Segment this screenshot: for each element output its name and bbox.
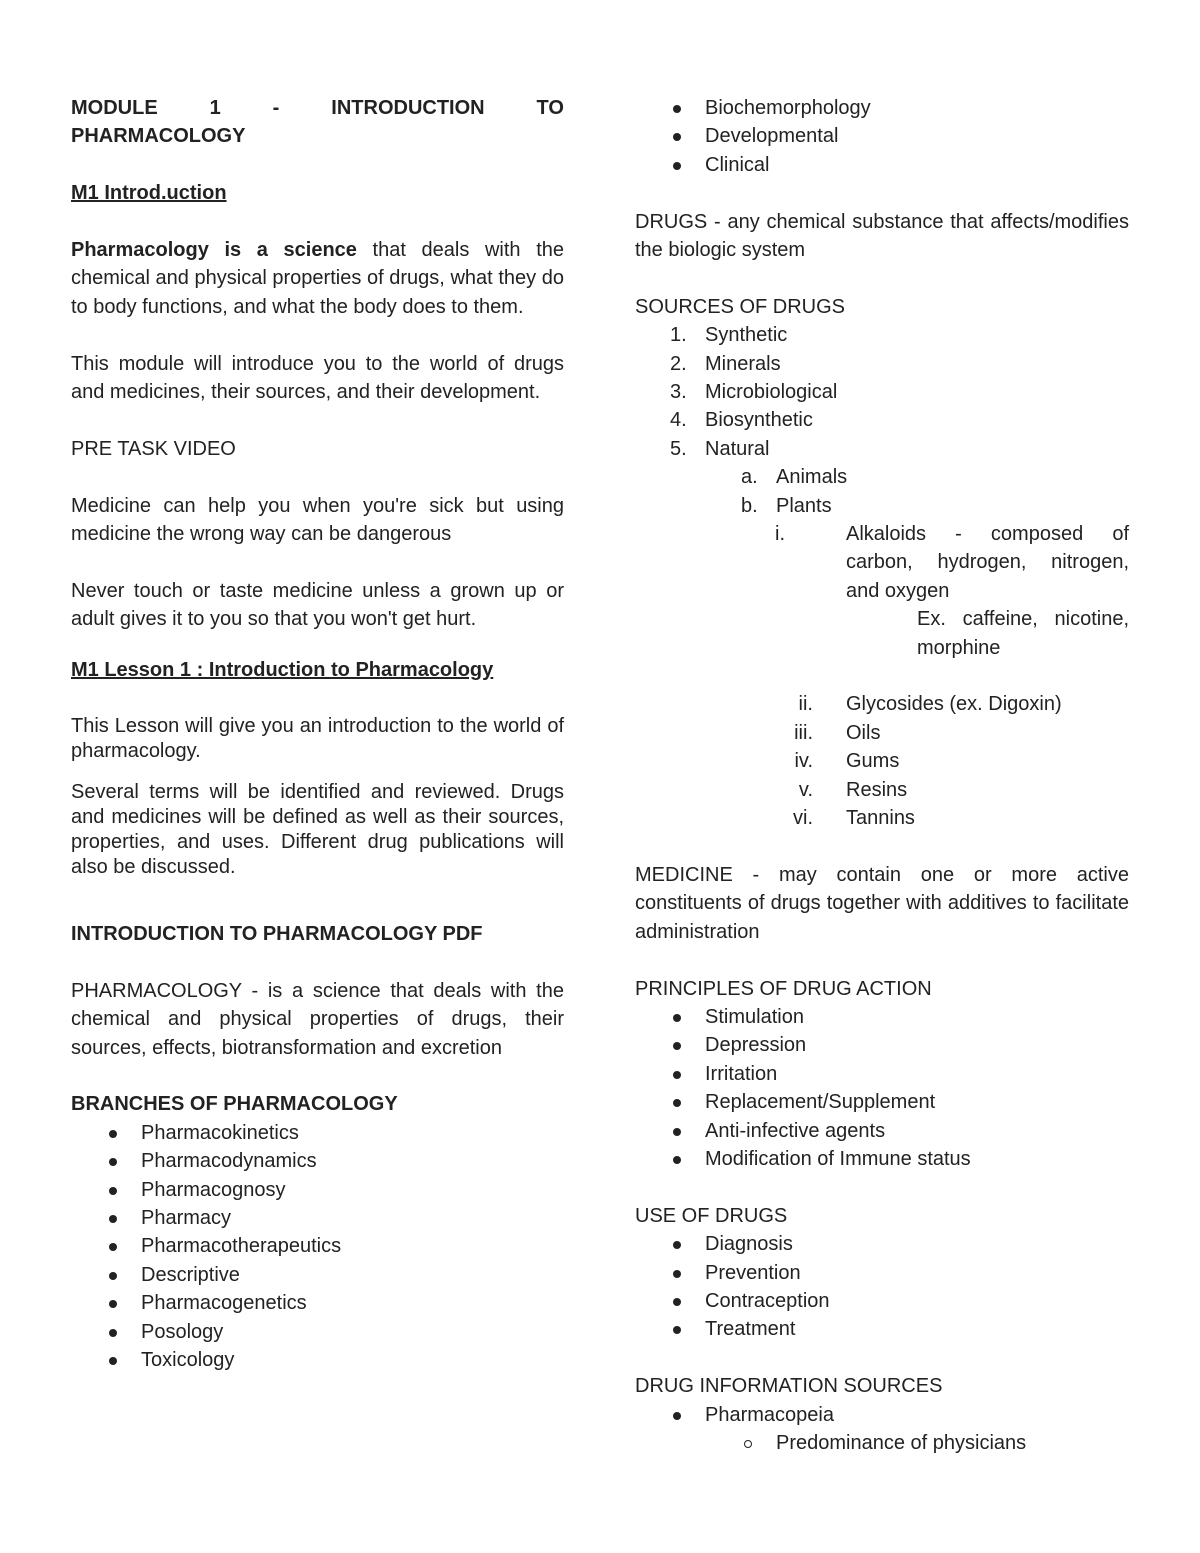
module-title-line2: PHARMACOLOGY [71, 125, 246, 148]
info-sources-list [635, 1401, 1129, 1429]
module-title-line1: MODULE 1 - INTRODUCTION TO [71, 97, 564, 119]
list-item: Clinical [635, 151, 1129, 179]
never-touch-paragraph: Never touch or taste medicine unless a grown up or adult gives it to you so that you won't get hurt. [71, 579, 564, 631]
list-item: Descriptive [71, 1261, 564, 1289]
list-item: Pharmacokinetics [71, 1119, 564, 1147]
natural-sources-list [635, 463, 1129, 520]
pdf-heading: INTRODUCTION TO PHARMACOLOGY PDF [71, 923, 483, 946]
pharmacology-rest: that deals with the chemical and physical properties of drugs, what they do to body functions, and what the body does to them. [71, 239, 564, 318]
list-item: vi. Tannins [793, 807, 915, 830]
list-item: iii. Oils [794, 721, 881, 744]
lesson-heading: M1 Lesson 1 : Introduction to Pharmacology [71, 658, 494, 681]
list-item: Contraception [635, 1287, 1129, 1315]
list-item: Prevention [635, 1259, 1129, 1287]
medicine-definition: MEDICINE - may contain one or more active constituents of drugs together with additives to facilitate administration [635, 863, 1129, 943]
list-item: Biochemorphology [635, 94, 1129, 122]
list-item: Diagnosis [635, 1230, 1129, 1258]
several-terms-paragraph: Several terms will be identified and reviewed. Drugs and medicines will be defined as well as their sources, properties, and uses. Different drug publications will also be discussed. [71, 781, 564, 879]
list-item: Treatment [635, 1315, 1129, 1343]
list-item: 3. Microbiological [670, 381, 838, 404]
uses-list [635, 1230, 1129, 1344]
list-item: i. Alkaloids - composed of carbon, hydrogen, nitrogen, and oxygen [775, 523, 1129, 602]
list-item: b. Plants [741, 494, 832, 517]
list-item: Modification of Immune status [635, 1145, 1129, 1173]
branches-heading: BRANCHES OF PHARMACOLOGY [71, 1093, 398, 1116]
module-intro-paragraph: This module will introduce you to the world of drugs and medicines, their sources, and their development. [71, 352, 564, 404]
list-item: Posology [71, 1318, 564, 1346]
lesson-intro-paragraph: This Lesson will give you an introduction to the world of pharmacology. [71, 715, 564, 763]
alkaloid-example: Ex. caffeine, nicotine, morphine [917, 608, 1129, 659]
right-column [635, 94, 1129, 1457]
principles-list [635, 1003, 1129, 1173]
use-heading: USE OF DRUGS [635, 1204, 788, 1227]
pharmacopeia-sub-list [635, 1429, 1129, 1457]
list-item: Pharmacotherapeutics [71, 1232, 564, 1260]
list-item: 4. Biosynthetic [670, 409, 813, 432]
list-item: Depression [635, 1031, 1129, 1059]
pharmacology-bold: Pharmacology is a science [71, 239, 357, 261]
branches-list-continued [635, 94, 1129, 179]
list-item: Pharmacopeia [635, 1401, 1129, 1429]
list-item: 2. Minerals [670, 352, 781, 375]
plant-sources-list-continued [635, 690, 1129, 832]
list-item: Pharmacogenetics [71, 1289, 564, 1317]
info-heading: DRUG INFORMATION SOURCES [635, 1375, 943, 1398]
list-item: v. Resins [798, 778, 908, 801]
pharmacology-definition: PHARMACOLOGY - is a science that deals with the chemical and physical properties of drugs, their sources, effects, biotransformation and excretion [71, 979, 564, 1059]
drugs-definition: DRUGS - any chemical substance that affects/modifies the biologic system [635, 210, 1129, 262]
sources-heading: SOURCES OF DRUGS [635, 295, 846, 318]
list-item: ii. Glycosides (ex. Digoxin) [798, 693, 1062, 716]
list-item: Predominance of physicians [635, 1429, 1129, 1457]
list-item: Developmental [635, 122, 1129, 150]
pre-task-video-heading: PRE TASK VIDEO [71, 437, 236, 460]
list-item: iv. Gums [794, 750, 900, 773]
left-column [71, 94, 564, 1375]
list-item: Pharmacodynamics [71, 1147, 564, 1175]
list-item: Stimulation [635, 1003, 1129, 1031]
list-item: 1. Synthetic [670, 324, 788, 347]
principles-heading: PRINCIPLES OF DRUG ACTION [635, 977, 932, 1000]
list-item: Anti-infective agents [635, 1117, 1129, 1145]
list-item: Replacement/Supplement [635, 1088, 1129, 1116]
list-item: Pharmacognosy [71, 1176, 564, 1204]
sources-list [635, 321, 1129, 463]
list-item: 5. Natural [670, 437, 770, 460]
list-item: Pharmacy [71, 1204, 564, 1232]
branches-list [71, 1119, 564, 1375]
pharmacology-paragraph [71, 236, 564, 321]
intro-heading: M1 Introd.uction [71, 182, 227, 205]
list-item: Irritation [635, 1060, 1129, 1088]
list-item: a. Animals [741, 466, 848, 489]
medicine-help-paragraph: Medicine can help you when you're sick but using medicine the wrong way can be dangerous [71, 494, 564, 546]
list-item: Toxicology [71, 1346, 564, 1374]
plant-sources-list [635, 520, 1129, 605]
